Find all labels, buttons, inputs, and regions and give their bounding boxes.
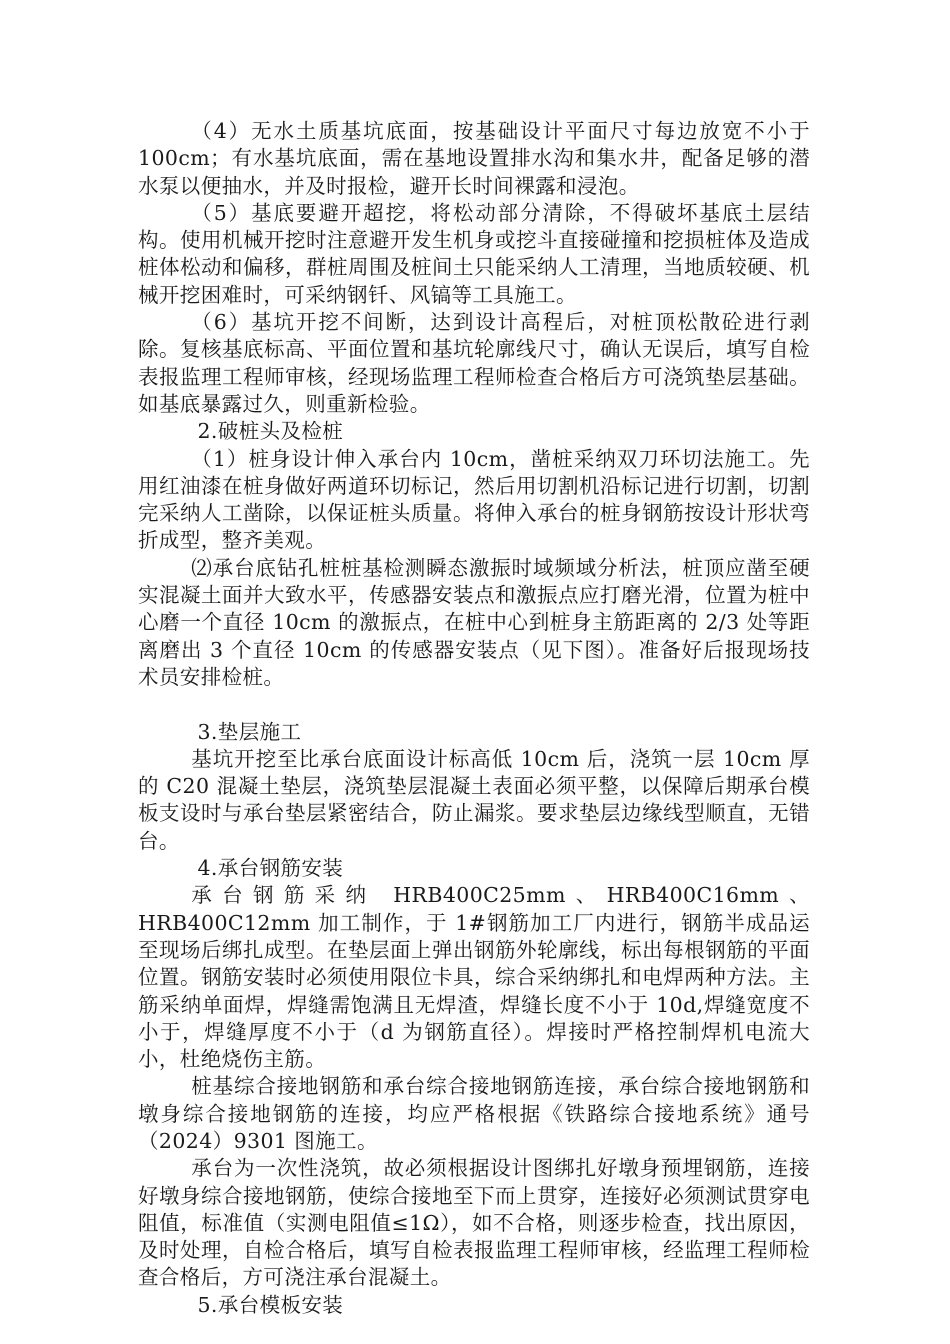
paragraph-rebar-1: 承台钢筋采纳 HRB400C25mm、HRB400C16mm、HRB400C12mm 加工制作，于 1#钢筋加工厂内进行，钢筋半成品运至现场后绑扎成型。在垫层面上弹出钢筋外轮廓线，标出每根钢筋的平面位置。钢筋安装时必须使用限位卡具，综合采纳绑扎和电焊两种方法。主筋采纳单面焊，焊缝需饱满且无焊渣，焊缝长度不小于 10d,焊缝宽度不小于，焊缝厚度不小于（d 为钢筋直径）。焊接时严格控制焊机电流大小，杜绝烧伤主筋。 [138,883,810,1072]
section-heading-cushion: 3.垫层施工 [197,719,302,744]
paragraph-cushion: 基坑开挖至比承台底面设计标高低 10cm 后，浇筑一层 10cm 厚的 C20 混凝土垫层，浇筑垫层混凝土表面必须平整，以保障后期承台模板支设时与承台垫层紧密结合，防止漏浆。要求垫层边缘线型顺直，无错台。 [138,746,810,853]
section-heading-pile-head: 2.破桩头及检桩 [197,419,344,444]
paragraph-rebar-3: 承台为一次性浇筑，故必须根据设计图绑扎好墩身预埋钢筋，连接好墩身综合接地钢筋，使综合接地至下而上贯穿，连接好必须测试贯穿电阻值，标准值（实测电阻值≤1Ω），如不合格，则逐步检查，找出原因，及时处理，自检合格后，填写自检表报监理工程师审核，经监理工程师检查合格后，方可浇注承台混凝土。 [138,1156,810,1290]
paragraph-pile-test-2: ⑵承台底钻孔桩桩基检测瞬态激振时域频域分析法，桩顶应凿至硬实混凝土面并大致水平，传感器安装点和激振点应打磨光滑，位置为桩中心磨一个直径 10cm 的激振点，在桩中心到桩身主筋距离的 2/3 处等距离磨出 3 个直径 10cm 的传感器安装点（见下图）。准备好后报现场技术员安排检桩。 [138,555,810,689]
paragraph-rebar-2: 桩基综合接地钢筋和承台综合接地钢筋连接，承台综合接地钢筋和墩身综合接地钢筋的连接，均应严格根据《铁路综合接地系统》通号（2024）9301 图施工。 [138,1074,810,1153]
paragraph-excavation-6: （6）基坑开挖不间断，达到设计高程后，对桩顶松散砼进行剥除。复核基底标高、平面位置和基坑轮廓线尺寸，确认无误后，填写自检表报监理工程师审核，经现场监理工程师检查合格后方可浇筑垫层基础。如基底暴露过久，则重新检验。 [138,310,810,416]
paragraph-excavation-5: （5）基底要避开超挖，将松动部分清除，不得破坏基底土层结构。使用机械开挖时注意避开发生机身或挖斗直接碰撞和挖损桩体及造成桩体松动和偏移，群桩周围及桩间土只能采纳人工清理，当地质较硬、机械开挖困难时，可采纳钢钎、风镐等工具施工。 [138,200,810,307]
section-heading-rebar: 4.承台钢筋安装 [197,856,344,881]
document-body [138,118,810,1319]
paragraph-excavation-4: （4）无水土质基坑底面，按基础设计平面尺寸每边放宽不小于 100cm；有水基坑底面，需在基地设置排水沟和集水井，配备足够的潜水泵以便抽水，并及时报检，避开长时间裸露和浸泡。 [138,119,810,198]
blank-line [138,691,810,718]
paragraph-pile-head-1: （1）桩身设计伸入承台内 10cm，凿桩采纳双刀环切法施工。先用红油漆在桩身做好两道环切标记，然后用切割机沿标记进行切割，切割完采纳人工凿除，以保证桩头质量。将伸入承台的桩身钢筋按设计形状弯折成型，整齐美观。 [138,446,810,553]
section-heading-formwork: 5.承台模板安装 [197,1292,344,1317]
